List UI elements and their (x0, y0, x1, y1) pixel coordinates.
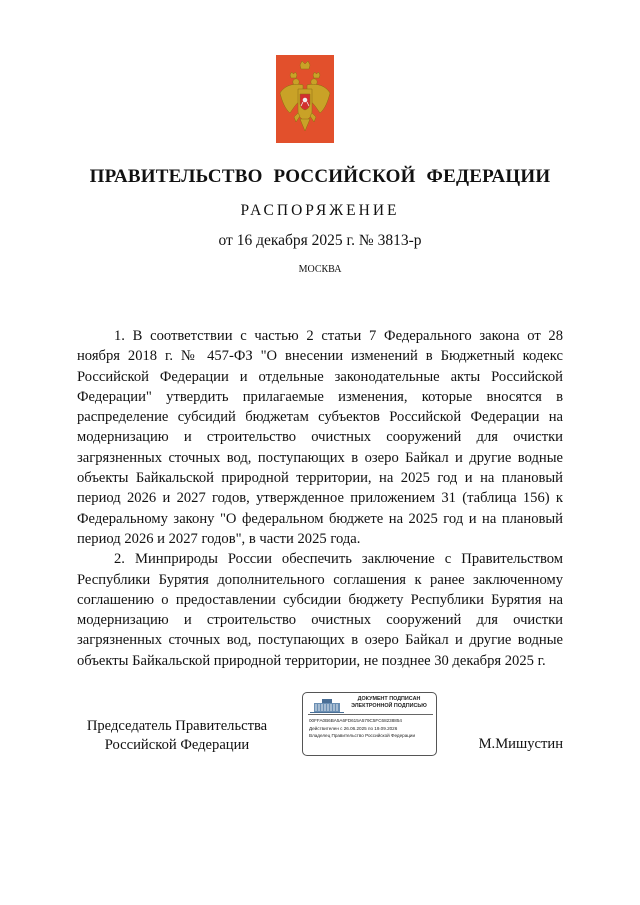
government-heading: ПРАВИТЕЛЬСТВО РОССИЙСКОЙ ФЕДЕРАЦИИ (89, 166, 551, 187)
paragraph-2: 2. Минприроды России обеспечить заключение с Правительством Республики Бурятия дополнительного соглашения к ранее заключенному соглашению о предоставлении субсидии бюджету Республики Бурятия на модернизацию и строительство очистных сооружений для очистки загрязненных сточных вод, поступающих в озеро Байкал и другие водные объекты Байкальской природной территории, не позднее 30 декабря 2025 г. (77, 551, 563, 669)
signatory-name: М.Мишустин (478, 736, 563, 752)
stamp-serial: 00FFA0B6BA5A6FD615A579C5FC68238854 (309, 718, 402, 723)
stamp-divider (308, 714, 433, 715)
document-city: МОСКВА (298, 264, 342, 275)
stamp-validity: Действителен с 26.06.2025 по 19.09.2026 (309, 726, 398, 731)
russian-coat-of-arms-icon (276, 55, 334, 143)
stamp-owner: Владелец Правительство Российской Федерации (309, 733, 416, 738)
coat-of-arms-emblem (276, 55, 334, 143)
stamp-title-line-2: ЭЛЕКТРОННОЙ ПОДПИСЬЮ (351, 703, 427, 709)
paragraph-1: 1. В соответствии с частью 2 статьи 7 Федерального закона от 28 ноября 2018 г. № 457-ФЗ "О внесении изменений в Бюджетный кодекс Российской Федерации и отдельные законодательные акты Российской Федерации" утвердить прилагаемые изменения, которые вносятся в распределение субсидий бюджетам субъектов Российской Федерации на модернизацию и строительство очистных сооружений для очистки загрязненных сточных вод, поступающих в озеро Байкал и другие водные объекты Байкальской природной территории, на 2025 год и на плановый период 2026 и 2027 годов, утвержденное приложением 31 (таблица 156) к Федеральному закону "О федеральном бюджете на 2025 год и на плановый период 2026 и 2027 годов", в части 2025 года. (77, 328, 563, 547)
document-date-number: от 16 декабря 2025 г. № 3813-р (218, 232, 422, 249)
signatory-title-line-1: Председатель Правительства (86, 718, 268, 734)
stamp-title-line-1: ДОКУМЕНТ ПОДПИСАН (357, 696, 421, 702)
stamp-title (343, 696, 435, 710)
government-building-icon (308, 697, 346, 713)
signatory-title-line-2: Российской Федерации (104, 737, 250, 753)
document-body (77, 326, 563, 671)
document-type: РАСПОРЯЖЕНИЕ (240, 202, 400, 219)
electronic-signature-stamp (302, 692, 437, 756)
signatory-title (77, 717, 277, 755)
